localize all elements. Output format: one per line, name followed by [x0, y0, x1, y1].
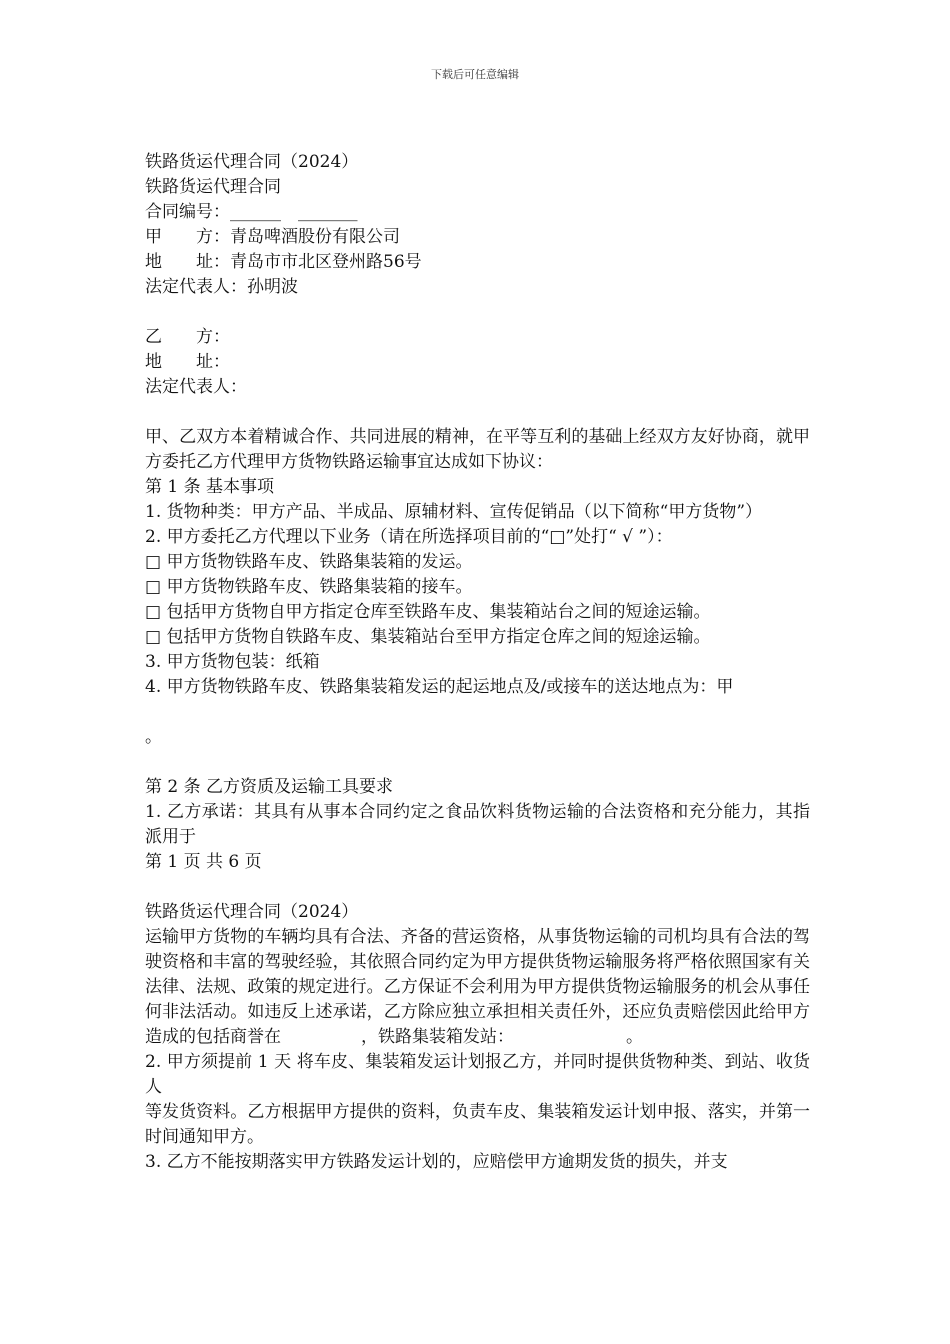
- page-footer: 第 1 页 共 6 页: [145, 852, 262, 872]
- contract-title: 铁路货运代理合同: [145, 177, 281, 197]
- article-2-item-1: 1. 乙方承诺：其具有从事本合同约定之食品饮料货物运输的合法资格和充分能力，其指派用于: [145, 802, 810, 847]
- checkbox-option-3: □ 包括甲方货物自甲方指定仓库至铁路车皮、集装箱站台之间的短途运输。: [145, 602, 711, 622]
- party-b: 乙 方：: [145, 327, 230, 347]
- party-b-representative: 法定代表人：: [145, 377, 247, 397]
- contract-number: 合同编号：______ _______: [145, 202, 358, 222]
- party-b-address: 地 址：: [145, 352, 230, 372]
- party-a: 甲 方：青岛啤酒股份有限公司: [145, 227, 400, 247]
- page-header-note: 下载后可任意编辑: [431, 68, 519, 81]
- page-2-item-2-line-1: 2. 甲方须提前 1 天 将车皮、集装箱发运计划报乙方，并同时提供货物种类、到站、收货人: [145, 1052, 810, 1097]
- rail-container-station: 路集装箱发站：: [395, 1027, 514, 1047]
- article-1-item-4-line-3: 。: [145, 727, 162, 747]
- article-1-item-2: 2. 甲方委托乙方代理以下业务（请在所选择项目前的“□”处打“ √ ”）：: [145, 527, 673, 547]
- checkbox-option-1: □ 甲方货物铁路车皮、铁路集装箱的发运。: [145, 552, 473, 572]
- checkbox-option-2: □ 甲方货物铁路车皮、铁路集装箱的接车。: [145, 577, 473, 597]
- article-1-heading: 第 1 条 基本事项: [145, 477, 275, 497]
- party-a-representative: 法定代表人：孙明波: [145, 277, 298, 297]
- article-1-item-4-line-2: [145, 700, 810, 725]
- doc-title: 铁路货运代理合同（2024）: [145, 152, 359, 172]
- article-2-heading: 第 2 条 乙方资质及运输工具要求: [145, 777, 394, 797]
- intro-paragraph: 甲、乙双方本着精诚合作、共同进展的精神，在平等互利的基础上经双方友好协商，就甲方委托乙方代理甲方货物铁路运输事宜达成如下协议：: [145, 427, 810, 472]
- paragraph-1-end: 。: [626, 1027, 643, 1047]
- article-1-item-5: [145, 750, 810, 775]
- page-2-paragraph-1: [145, 925, 810, 1050]
- page-2-title: 铁路货运代理合同（2024）: [145, 902, 359, 922]
- article-1-item-4-line-1: 4. 甲方货物铁路车皮、铁路集装箱发运的起运地点及/或接车的送达地点为：甲: [145, 677, 734, 697]
- article-1-item-1: 1. 货物种类：甲方产品、半成品、原辅材料、宣传促销品（以下简称“甲方货物”）: [145, 502, 763, 522]
- page-2-item-2-line-2: 等发货资料。乙方根据甲方提供的资料，负责车皮、集装箱发运计划申报、落实，并第一时间通知甲方。: [145, 1102, 810, 1147]
- article-1-item-3: 3. 甲方货物包装：纸箱: [145, 652, 320, 672]
- page-2-item-3: 3. 乙方不能按期落实甲方铁路发运计划的，应赔偿甲方逾期发货的损失，并支: [145, 1152, 728, 1172]
- paragraph-1-text: 运输甲方货物的车辆均具有合法、齐备的营运资格，从事货物运输的司机均具有合法的驾驶资格和丰富的驾驶经验，其依照合同约定为甲方提供货物运输服务将严格依照国家有关法律、法规、政策的规定进行。乙方保证不会利用为甲方提供货物运输服务的机会从事任何非法活动。如违反上述承诺，乙方除应独立承担相关责任外，还应负责赔偿因此给甲方造成的包括商誉在: [145, 927, 810, 1047]
- document-body: [145, 150, 810, 1175]
- paragraph-1-tail: ，铁: [361, 1027, 395, 1047]
- checkbox-option-4: □ 包括甲方货物自铁路车皮、集装箱站台至甲方指定仓库之间的短途运输。: [145, 627, 711, 647]
- party-a-address: 地 址：青岛市市北区登州路56号: [145, 252, 422, 272]
